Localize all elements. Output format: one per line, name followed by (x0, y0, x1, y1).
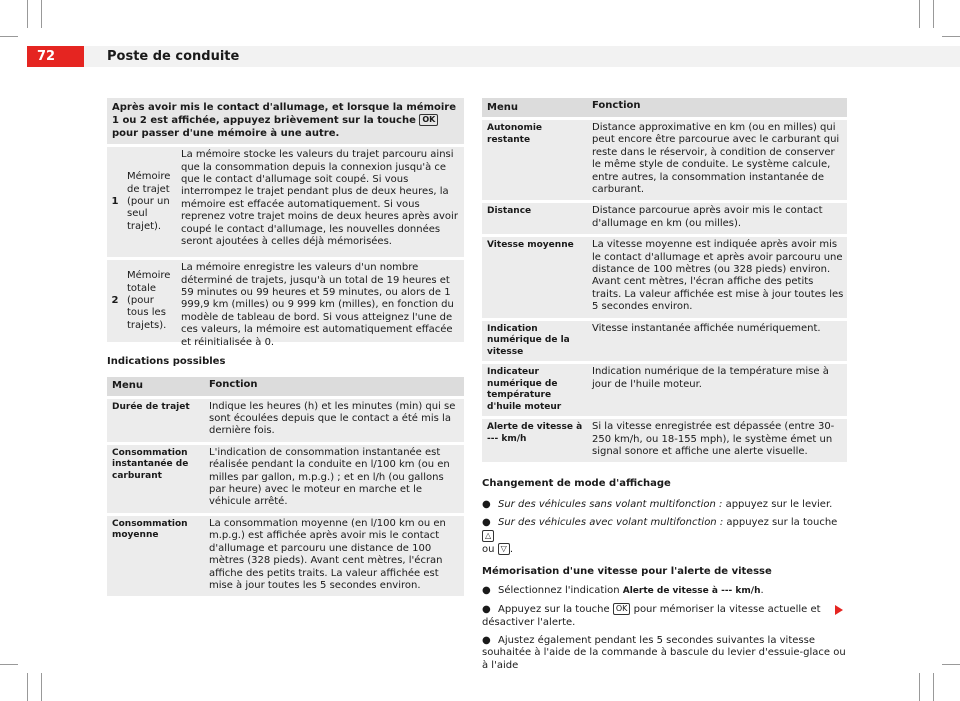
column-header-menu: Menu (487, 101, 518, 113)
table-row (482, 120, 847, 200)
arrow-down-icon: ▽ (498, 543, 510, 555)
list-item (482, 603, 847, 629)
row-menu: Durée de trajet (112, 401, 190, 412)
row-menu: Alerte de vitesse à --- km/h (487, 422, 583, 444)
continue-arrow-icon (835, 605, 843, 615)
row-function: Indique les heures (h) et les minutes (min) qui se sont écoulées depuis que le contact a été mis la dernière fois. (209, 400, 456, 437)
crop-mark (41, 673, 42, 701)
crop-mark (0, 664, 18, 665)
section-heading: Changement de mode d'affichage (482, 478, 671, 490)
row-menu: Indication numérique de la vitesse (487, 323, 570, 357)
crop-mark (919, 673, 920, 701)
crop-mark (942, 36, 960, 37)
crop-mark (41, 0, 42, 28)
bullet-text: appuyez sur la touche (726, 517, 838, 529)
crop-mark (933, 0, 934, 28)
bullet-icon: ● (482, 498, 491, 510)
memory-name: Mémoire de trajet (pour un seul trajet). (127, 171, 171, 232)
table-row (482, 237, 847, 317)
row-function: Si la vitesse enregistrée est dépassée (entre 30-250 km/h, ou 18-155 mph), le système émet un signal sonore et affiche une alerte visuelle. (592, 421, 835, 457)
bullet-italic: Sur des véhicules avec volant multifonction : (498, 517, 724, 529)
row-menu: Vitesse moyenne (487, 240, 574, 251)
crop-mark (27, 673, 28, 701)
right-column (482, 98, 847, 672)
row-function: Indication numérique de la température mise à jour de l'huile moteur. (592, 366, 829, 390)
table-row (482, 419, 847, 462)
memory-intro-end: pour passer d'une mémoire à une autre. (112, 127, 340, 139)
bullet-icon: ● (482, 584, 491, 596)
bullet-icon: ● (482, 604, 491, 616)
table-row (482, 321, 847, 362)
memory-description: La mémoire stocke les valeurs du trajet parcouru ainsi que la consommation depuis la connexion jusqu'à ce que le contact d'allumage soit coupé. Si vous interrompez le trajet pendant plus de deux heures, la mémoire est effacée automatiquement. Si vous reprenez votre trajet moins de deux heures après avoir coupé le contact d'allumage, les nouvelles données seront ajoutées à celles déjà mémorisées. (181, 149, 458, 248)
list-item: ● Sur des véhicules avec volant multifonction : appuyez sur la touche △ ou ▽ . (482, 517, 838, 556)
crop-mark (919, 0, 920, 28)
table-header (482, 98, 847, 117)
column-header-function: Fonction (209, 378, 258, 390)
row-menu: Autonomie restante (487, 123, 543, 145)
bullet-text: Sélectionnez l'indication (498, 584, 620, 596)
memory-row (107, 260, 464, 348)
row-menu: Consommation instantanée de carburant (112, 447, 189, 481)
crop-mark (942, 664, 960, 665)
list-item (482, 499, 847, 511)
row-function: Distance approximative en km (ou en milles) qui peut encore être parcourue avec le carburant qui reste dans le réservoir, à condition de conserver le même style de conduite. Le système calcule, entre autres, la consommation instantanée de carburant. (592, 122, 840, 196)
column-header-menu: Menu (112, 380, 143, 392)
section-heading: Indications possibles (107, 356, 226, 368)
table-row (107, 399, 464, 442)
left-column (107, 98, 464, 596)
row-function: La consommation moyenne (en l/100 km ou en m.p.g.) est affichée après avoir mis le contact d'allumage et parcouru une distance de 100 mètres (328 pieds). Avant cent mètres, l'écran affiche des petits traits. La valeur affichée est mise à jour toutes les 5 secondes environ. (209, 517, 446, 591)
table-header (107, 377, 464, 396)
memory-name: Mémoire totale (pour tous les trajets). (127, 270, 171, 331)
bullet-italic: Sur des véhicules sans volant multifonction : (498, 498, 723, 510)
row-menu: Distance (487, 206, 532, 217)
bullet-icon: ● (482, 517, 491, 529)
bullet-text: appuyez sur le levier. (725, 498, 833, 510)
section-heading: Mémorisation d'une vitesse pour l'alerte de vitesse (482, 566, 772, 578)
bullet-text-end: pour mémoriser la vitesse actuelle et désactiver l'alerte. (482, 604, 821, 628)
memory-description: La mémoire enregistre les valeurs d'un nombre déterminé de trajets, jusqu'à un total de 19 heures et 59 minutes ou 99 heures et 59 minutes, ou alors de 1 999,9 km (milles) ou 9 999 km (milles), en fonction du modèle de tableau de bord. Si vous atteignez l'une de ces valeurs, la mémoire est automatiquement effacée et réinitialisée à 0. (181, 262, 454, 348)
arrow-up-icon: △ (482, 530, 494, 542)
page-number: 72 (27, 46, 84, 67)
list-item (482, 635, 847, 672)
ok-key-icon: OK (419, 114, 438, 126)
bullet-bold: Alerte de vitesse à --- km/h (622, 585, 761, 596)
table-row (107, 516, 464, 596)
memory-number: 1 (111, 196, 119, 208)
row-function: L'indication de consommation instantanée est réalisée pendant la conduite en l/100 km (ou en milles par gallon, m.p.g.) ; et en l/h (ou gallons par heure) avec le moteur en marche et le véhicule arrêté. (209, 446, 450, 508)
memory-intro-text: Après avoir mis le contact d'allumage, et lorsque la mémoire 1 ou 2 est affichée, appuyez brièvement sur la touche (112, 102, 457, 127)
memory-number: 2 (111, 295, 119, 307)
bullet-text: Ajustez également pendant les 5 secondes suivantes la vitesse souhaitée à l'aide de la commande à bascule du levier d'essuie-glace ou à l'aide (482, 635, 846, 671)
column-header-function: Fonction (592, 100, 641, 112)
bullet-icon: ● (482, 635, 491, 647)
list-item: ● Sélectionnez l'indication Alerte de vitesse à --- km/h. (482, 584, 764, 596)
memory-row (107, 147, 464, 257)
crop-mark (0, 36, 18, 37)
crop-mark (27, 0, 28, 28)
row-menu: Consommation moyenne (112, 518, 188, 541)
page-title: Poste de conduite (107, 49, 240, 64)
table-row (482, 203, 847, 234)
row-function: Vitesse instantanée affichée numériquement. (592, 322, 821, 334)
crop-mark (933, 673, 934, 701)
bullet-text-or: ou (482, 544, 495, 556)
table-row (107, 445, 464, 513)
ok-key-icon: OK (613, 603, 631, 615)
memory-intro (107, 98, 464, 144)
table-row (482, 364, 847, 416)
row-menu: Indicateur numérique de température d'huile moteur (487, 367, 562, 412)
bullet-text: Appuyez sur la touche (498, 604, 610, 616)
row-function: La vitesse moyenne est indiquée après avoir mis le contact d'allumage et après avoir parcouru une distance de 100 mètres (ou 328 pieds) environ. Avant cent mètres, l'écran affiche des petits traits. La valeur affichée est mise à jour toutes les 5 secondes environ. (592, 239, 844, 313)
row-function: Distance parcourue après avoir mis le contact d'allumage en km (ou milles). (592, 205, 823, 229)
